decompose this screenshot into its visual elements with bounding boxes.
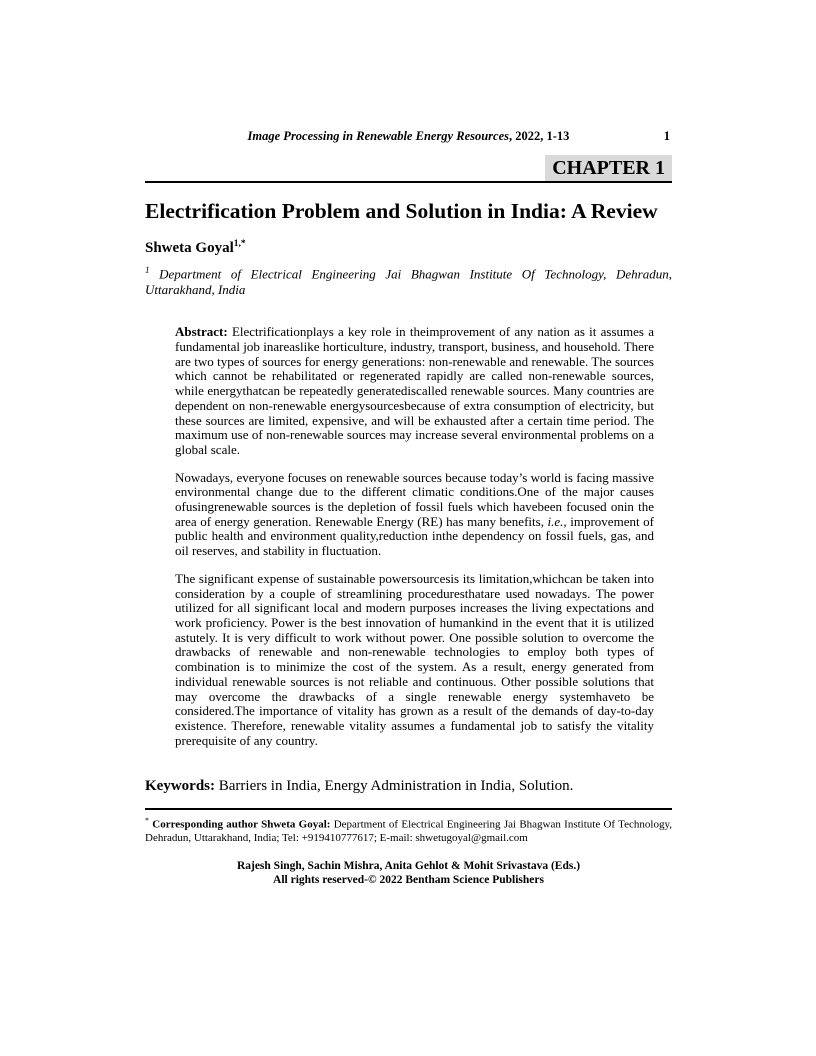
abstract-paragraph-1-text: Electrificationplays a key role in theimprovement of any nation as it assumes a fundamental job inareaslike horticulture, industry, transport, business, and household. There are two types of sources for energy generations: non-renewable and renewable. The sources which cannot be rehabilitated or regenerated rapidly are called non-renewable sources, while energythatcan be repeatedly generatediscalled renewable sources. Many countries are dependent on non-renewable energysourcesbecause of extra consumption of electricity, but these sources are limited, expensive, and will be exhausted after a certain time period. The maximum use of non-renewable sources may increase several environmental problems on a global scale. — [175, 324, 654, 457]
abstract-paragraph-2-part2: , improvement of public health and environment quality,reduction inthe dependency on fossil fuels, gas, and oil reserves, and stability in fluctuation. — [175, 513, 654, 559]
abstract-block — [175, 325, 654, 748]
abstract-paragraph-3: The significant expense of sustainable powersourcesis its limitation,whichcan be taken into consideration by a couple of streamlining proceduresthatare used nowadays. The power utilized for all significant local and modern purposes increases the living expectations and work proficiency. Power is the best innovation of humankind in the event that it is utilized astutely. It is very difficult to work without power. One possible solution to overcome the drawbacks of renewable and non-renewable technologies to employ both types of combination is to minimize the cost of the system. As a result, energy generated from individual renewable sources is not reliable and continuous. Other possible solutions that may overcome the drawbacks of a single renewable energy systemhaveto be considered.The importance of vitality has grown as a result of the demands of day-to-day existence. Therefore, renewable vitality assumes a fundamental job to satisfy the vitality prerequisite of any country. — [175, 570, 654, 748]
abstract-paragraph-2 — [175, 471, 654, 559]
page-content — [145, 128, 672, 888]
paper-title: Electrification Problem and Solution in India: A Review — [145, 199, 658, 223]
affiliation-text: Department of Electrical Engineering Jai Bhagwan Institute Of Technology, Dehradun, Uttarakhand, India — [145, 266, 672, 298]
author-line — [145, 235, 672, 257]
author-superscript: 1,* — [233, 239, 246, 249]
footnote-text: Department of Electrical Engineering Jai Bhagwan Institute Of Technology, Dehradun, Uttarakhand, India; Tel: +919410777617; E-mail: shwetugoyal@gmail.com — [145, 818, 672, 845]
page-number: 1 — [663, 129, 670, 143]
abstract-label: Abstract: — [175, 324, 228, 340]
abstract-paragraph-1 — [175, 325, 654, 457]
publisher-block — [145, 859, 672, 888]
corresponding-author-footnote — [145, 808, 672, 846]
affiliation — [145, 262, 672, 298]
abstract-paragraph-2-part1: Nowadays, everyone focuses on renewable sources because today’s world is facing massive environmental change due to the different climatic conditions.One of the major causes ofusingrenewable sources is the depletion of fossil fuels which havebeen focused onin the area of energy generation. Renewable Energy (RE) has many benefits, — [175, 469, 654, 529]
author-name: Shweta Goyal — [145, 240, 234, 256]
footnote-bold-text: Corresponding author Shweta Goyal: — [149, 818, 331, 831]
running-header — [145, 128, 672, 144]
chapter-badge: CHAPTER 1 — [545, 155, 672, 181]
keywords-line — [145, 777, 672, 795]
running-title: Image Processing in Renewable Energy Resources — [247, 129, 510, 143]
rights-line: All rights reserved-© 2022 Bentham Science Publishers — [273, 874, 544, 887]
keywords-label: Keywords: — [145, 778, 215, 795]
editors-line: Rajesh Singh, Sachin Mishra, Anita Gehlot & Mohit Srivastava (Eds.) — [236, 859, 581, 872]
footnote-asterisk: * — [145, 816, 149, 826]
abstract-paragraph-2-italic: i.e. — [547, 513, 564, 529]
affiliation-superscript: 1 — [145, 265, 150, 275]
keywords-text: Barriers in India, Energy Administration in India, Solution. — [215, 778, 574, 795]
chapter-rule — [145, 155, 672, 183]
running-title-suffix: , 2022, 1-13 — [509, 129, 570, 143]
